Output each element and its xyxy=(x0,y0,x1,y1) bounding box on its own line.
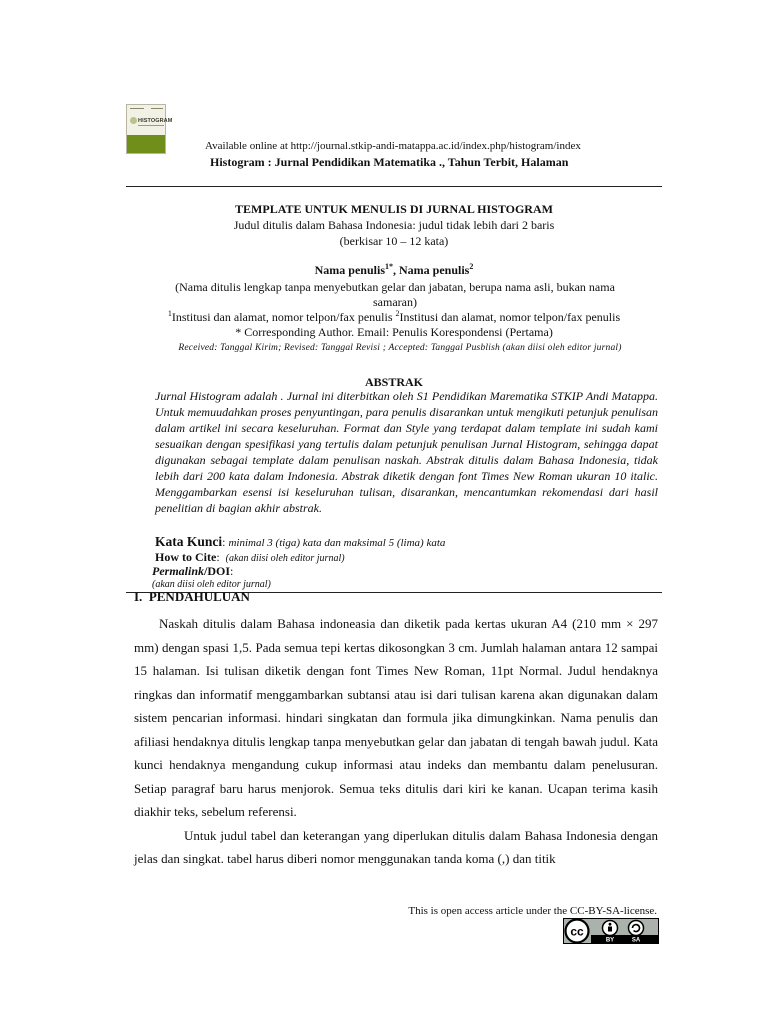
journal-seal-icon xyxy=(130,117,137,124)
abstract-heading: ABSTRAK xyxy=(364,375,423,389)
submission-dates: Received: Tanggal Kirim; Revised: Tanggal Revisi ; Accepted: Tanggal Pusblish (akan diisi oleh editor jurnal) xyxy=(178,343,622,353)
permalink-label: Permalink xyxy=(152,564,205,578)
author-separator: , xyxy=(393,263,399,277)
author-2-sup: 2 xyxy=(469,262,474,271)
sa-label: SA xyxy=(631,937,641,944)
paragraph-1: Naskah ditulis dalam Bahasa indoneasia dan diketik pada kertas ukuran A4 (210 mm × 297 mm) dengan spasi 1,5. Pada semua tepi kertas dikosongkan 3 cm. Jumlah halaman antara 12 sampai 15 halaman. Isi tulisan diketik dengan font Times New Roman, 11pt Normal. Judul hendaknya ringkas dan informatif menggambarkan subtansi atau isi dari tulisan karena akan digunakan dalam sistem pencarian informasi. hindari singkatan dan formula jika dimungkinkan. Nama penulis dan afiliasi hendaknya ditulis lengkap tanpa menyebutkan gelar dan jabatan di tengah bawah judul. Kata kunci hendaknya mengandung cukup informasi atau indeks dan membantu dalam penelusuran. Setiap paragraf baru harus menjorok. Semua teks ditulis dari kiri ke kanan. Ucapan terima kasih diakhir teks, sebelum referensi. xyxy=(134,616,658,819)
doi-label: /DOI xyxy=(204,564,231,578)
corresponding-author: * Corresponding Author. Email: Penulis Korespondensi (Pertama) xyxy=(235,325,553,339)
title-length-note: (berkisar 10 – 12 kata) xyxy=(339,234,449,248)
doi-value: (akan diisi oleh editor jurnal) xyxy=(152,579,271,590)
journal-name: Histogram : Jurnal Pendidikan Matematika ., Tahun Terbit, Halaman xyxy=(210,155,569,169)
license-statement: This is open access article under the CC-BY-SA-license. xyxy=(408,905,657,917)
header-divider xyxy=(126,186,662,187)
body-text xyxy=(134,612,658,871)
cite-label: How to Cite xyxy=(155,550,217,564)
paragraph-2: Untuk judul tabel dan keterangan yang diperlukan ditulis dalam Bahasa Indonesia dengan jelas dan singkat. tabel harus diberi nomor menggunakan tanda koma (,) dan titik xyxy=(134,827,658,866)
keywords-label: Kata Kunci xyxy=(155,534,223,549)
inst-2: Institusi dan alamat, nomor telpon/fax penulis xyxy=(399,310,621,324)
author-1-sup: 1* xyxy=(385,262,393,271)
keywords-line: Kata Kunci: minimal 3 (tiga) kata dan maksimal 5 (lima) kata xyxy=(155,534,446,549)
inst-1: Institusi dan alamat, nomor telpon/fax penulis xyxy=(171,310,396,324)
author-1: Nama penulis xyxy=(314,263,385,277)
author-note: (Nama ditulis lengkap tanpa menyebutkan gelar dan jabatan, berupa nama asli, bukan nama samaran) xyxy=(175,280,615,309)
available-online-line: Available online at http://journal.stkip-andi-matappa.ac.id/index.php/histogram/index xyxy=(205,140,581,152)
affiliations xyxy=(126,309,662,325)
title-instruction: Judul ditulis dalam Bahasa Indonesia: judul tidak lebih dari 2 baris xyxy=(233,218,555,232)
author-2: Nama penulis xyxy=(399,263,470,277)
by-label: BY xyxy=(605,937,615,944)
author-list xyxy=(126,262,662,278)
how-to-cite-line: How to Cite: (akan diisi oleh editor jurnal) xyxy=(155,550,345,564)
permalink-doi-line: Permalink/DOI: xyxy=(152,564,234,578)
cc-by-sa-badge-icon xyxy=(563,918,659,944)
abstract-text: Jurnal Histogram adalah . Jurnal ini diterbitkan oleh S1 Pendidikan Marematika STKIP Andi Matappa. Untuk memuudahkan proses penyuntingan, para penulis disarankan untuk mengikuti petunjuk penulisan dalam artikel ini secara keseluruhan. Format dan Style yang terdapat dalam template ini sudah kami sesuaikan dengan spesifikasi yang tertulis dalam petunjuk penulisan Jurnal Histogram, sehingga dapat digunakan sebagai template dalam penulisan naskah. Abstrak ditulis dalam Bahasa Indonesia, tidak lebih dari 200 kata dalam Indonesia. Abstrak diketik dengan font Times New Roman ukuran 10 italic. Menggambarkan esensi isi keseluruhan tulisan, disarankan, mencantumkan rekomendasi dari hasil penelitian di bagian akhir abstrak. xyxy=(155,389,658,515)
inst-2-sup: 2 xyxy=(395,309,400,318)
section-heading xyxy=(134,589,250,605)
journal-cover-thumbnail xyxy=(126,104,173,154)
paper-title: TEMPLATE UNTUK MENULIS DI JURNAL HISTOGRAM xyxy=(235,202,553,216)
section-title: PENDAHULUAN xyxy=(148,589,250,604)
cover-title: HISTOGRAM xyxy=(138,118,173,124)
inst-1-sup: 1 xyxy=(167,309,172,318)
cc-label: cc xyxy=(570,924,584,939)
keywords-value: minimal 3 (tiga) kata dan maksimal 5 (lima) kata xyxy=(228,537,446,549)
cite-value: (akan diisi oleh editor jurnal) xyxy=(225,553,345,564)
section-number: I. xyxy=(134,589,143,604)
